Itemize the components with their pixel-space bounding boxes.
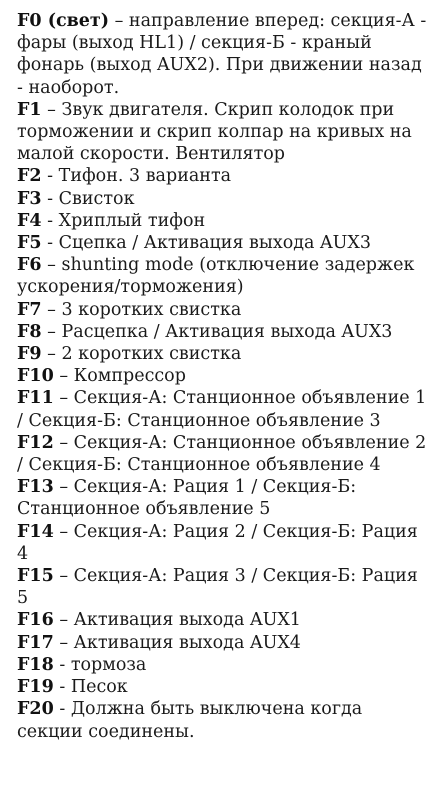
function-key: F15 bbox=[17, 566, 54, 587]
function-description: – shunting mode (отключение задержек ускорения/торможения) bbox=[17, 255, 415, 298]
function-description: – направление вперед: секция-А - фары (выход HL1) / секция-Б - краный фонарь (выход AUX2). При движении назад - наоборот. bbox=[17, 11, 427, 98]
function-entry-f15 bbox=[17, 565, 431, 609]
function-description: – Секция-А: Станционное объявление 1 / Секция-Б: Станционное объявление 3 bbox=[17, 388, 427, 431]
function-entry-f19 bbox=[17, 676, 431, 698]
function-entry-f7 bbox=[17, 299, 431, 321]
function-key: F16 bbox=[17, 610, 54, 631]
function-entry-f9 bbox=[17, 343, 431, 365]
function-entry-f2 bbox=[17, 165, 431, 187]
function-description: – Звук двигателя. Скрип колодок при торможении и скрип колпар на кривых на малой скорости. Вентилятор bbox=[17, 99, 412, 165]
function-description: – Активация выхода AUX1 bbox=[53, 610, 301, 631]
function-entry-f13 bbox=[17, 476, 431, 520]
function-description: - Тифон. 3 варианта bbox=[41, 166, 232, 187]
function-key: F13 bbox=[17, 477, 54, 498]
function-entry-f3 bbox=[17, 188, 431, 210]
function-description: - тормоза bbox=[53, 654, 147, 675]
function-entry-f11 bbox=[17, 387, 431, 431]
function-key: F6 bbox=[17, 255, 42, 276]
function-key: F4 bbox=[17, 210, 42, 231]
function-description: – Расцепка / Активация выхода AUX3 bbox=[41, 321, 393, 342]
function-entry-f1 bbox=[17, 99, 431, 166]
function-description: – Активация выхода AUX4 bbox=[53, 632, 301, 653]
function-entry-f8 bbox=[17, 321, 431, 343]
function-description: - Должна быть выключена когда секции соединены. bbox=[17, 699, 363, 742]
function-key: F12 bbox=[17, 432, 54, 453]
function-description: – Секция-А: Рация 3 / Секция-Б: Рация 5 bbox=[17, 566, 418, 609]
function-description: – 2 коротких свистка bbox=[41, 344, 242, 365]
function-entry-f0 bbox=[17, 10, 431, 99]
function-description: – Секция-А: Рация 1 / Секция-Б: Станционное объявление 5 bbox=[17, 477, 357, 520]
function-key: F14 bbox=[17, 521, 54, 542]
function-key: F0 (свет) bbox=[17, 11, 110, 31]
function-key: F2 bbox=[17, 166, 42, 187]
function-key: F3 bbox=[17, 188, 42, 209]
function-key: F9 bbox=[17, 344, 42, 365]
function-entry-f4 bbox=[17, 210, 431, 232]
function-key: F5 bbox=[17, 233, 42, 254]
function-description: - Хриплый тифон bbox=[41, 210, 206, 231]
function-key: F19 bbox=[17, 677, 54, 698]
function-entry-f6 bbox=[17, 254, 431, 298]
function-key: F8 bbox=[17, 321, 42, 342]
function-description: - Сцепка / Активация выхода AUX3 bbox=[41, 233, 371, 254]
function-key: F20 bbox=[17, 699, 54, 720]
function-entry-f14 bbox=[17, 521, 431, 565]
function-key: F1 bbox=[17, 99, 42, 120]
function-description: - Песок bbox=[53, 677, 128, 698]
function-entry-f18 bbox=[17, 654, 431, 676]
function-entry-f12 bbox=[17, 432, 431, 476]
function-description: – Секция-А: Станционное объявление 2 / Секция-Б: Станционное объявление 4 bbox=[17, 432, 427, 476]
function-entry-f20 bbox=[17, 698, 431, 742]
function-key: F7 bbox=[17, 299, 42, 320]
function-description: – Компрессор bbox=[53, 366, 186, 387]
function-key: F10 bbox=[17, 366, 54, 387]
function-entry-f17 bbox=[17, 632, 431, 654]
function-key: F11 bbox=[17, 388, 54, 409]
function-entry-f16 bbox=[17, 609, 431, 631]
function-description: – Секция-А: Рация 2 / Секция-Б: Рация 4 bbox=[17, 521, 418, 564]
function-entry-f10 bbox=[17, 365, 431, 387]
function-description: – 3 коротких свистка bbox=[41, 299, 242, 320]
function-key: F18 bbox=[17, 654, 54, 675]
function-description: - Свисток bbox=[41, 188, 135, 209]
function-key: F17 bbox=[17, 632, 54, 653]
function-entry-f5 bbox=[17, 232, 431, 254]
